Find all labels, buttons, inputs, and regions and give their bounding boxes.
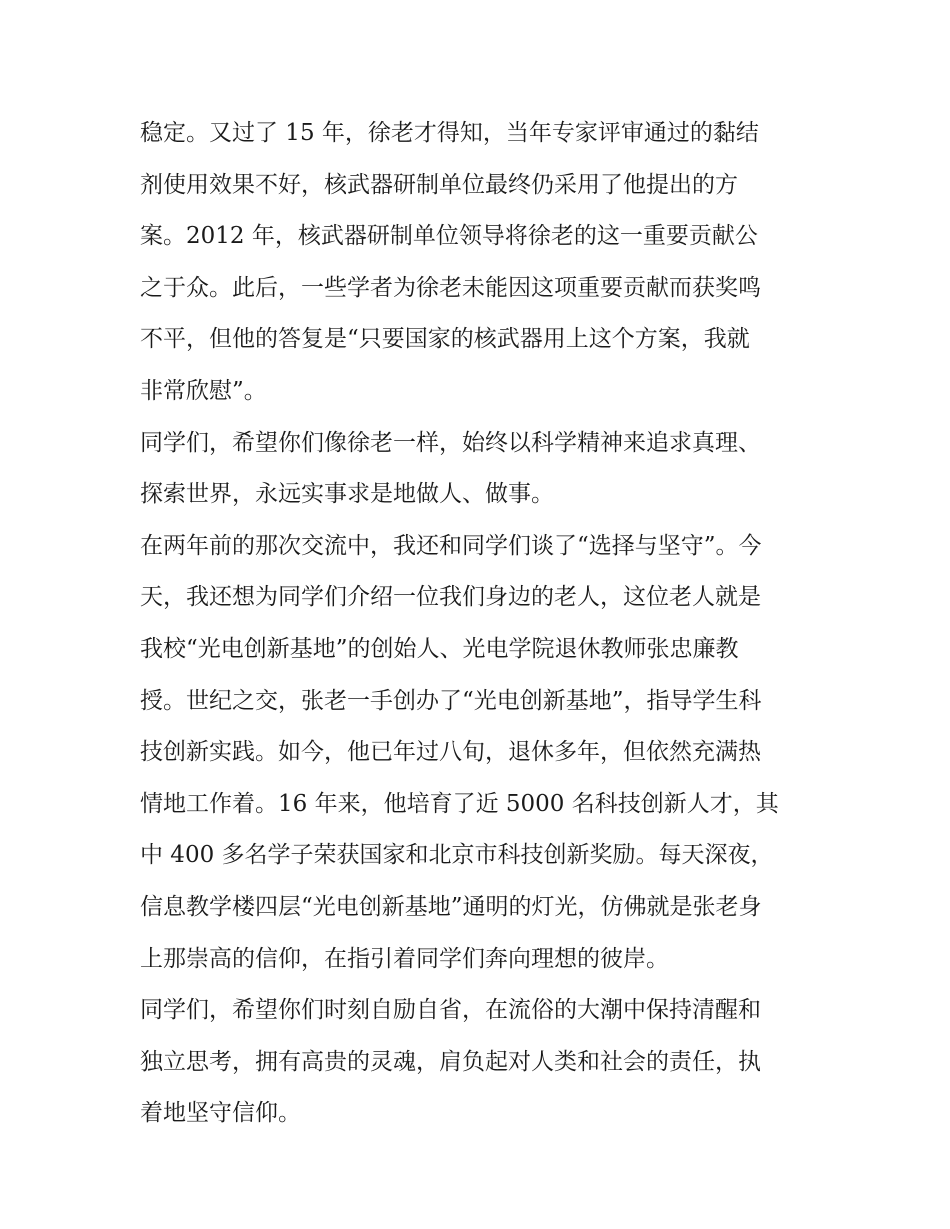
text-line: 我校“光电创新基地”的创始人、光电学院退休教师张忠廉教 (140, 635, 739, 662)
text-line: 上那崇高的信仰，在指引着同学们奔向理想的彼岸。 (140, 945, 669, 972)
text-line: 情地工作着。16 年来，他培育了近 5000 名科技创新人才，其 (140, 790, 779, 817)
text-line: 同学们，希望你们时刻自励自省，在流俗的大潮中保持清醒和 (140, 997, 761, 1024)
text-line: 中 400 多名学子荣获国家和北京市科技创新奖励。每天深夜， (140, 842, 774, 869)
text-line: 非常欣慰”。 (140, 377, 267, 404)
text-line: 技创新实践。如今，他已年过八旬，退休多年，但依然充满热 (140, 739, 761, 766)
text-line: 稳定。又过了 15 年，徐老才得知，当年专家评审通过的黏结 (140, 120, 759, 146)
text-line: 独立思考，拥有高贵的灵魂，肩负起对人类和社会的责任，执 (140, 1048, 761, 1075)
text-line: 着地坚守信仰。 (140, 1100, 301, 1127)
text-line: 同学们，希望你们像徐老一样，始终以科学精神来追求真理、 (140, 429, 761, 456)
text-line: 剂使用效果不好，核武器研制单位最终仍采用了他提出的方 (140, 171, 738, 198)
text-line: 不平，但他的答复是“只要国家的核武器用上这个方案，我就 (140, 326, 750, 353)
text-line: 之于众。此后，一些学者为徐老未能因这项重要贡献而获奖鸣 (140, 274, 761, 301)
text-line: 信息教学楼四层“光电创新基地”通明的灯光，仿佛就是张老身 (140, 893, 762, 920)
text-line: 案。2012 年，核武器研制单位领导将徐老的这一重要贡献公 (140, 223, 758, 250)
text-line: 探索世界，永远实事求是地做人、做事。 (140, 481, 554, 508)
body-text (140, 108, 820, 1140)
text-line: 授。世纪之交，张老一手创办了“光电创新基地”，指导学生科 (140, 687, 762, 714)
text-line: 在两年前的那次交流中，我还和同学们谈了“选择与坚守”。今 (140, 532, 762, 559)
text-line: 天，我还想为同学们介绍一位我们身边的老人，这位老人就是 (140, 584, 761, 611)
